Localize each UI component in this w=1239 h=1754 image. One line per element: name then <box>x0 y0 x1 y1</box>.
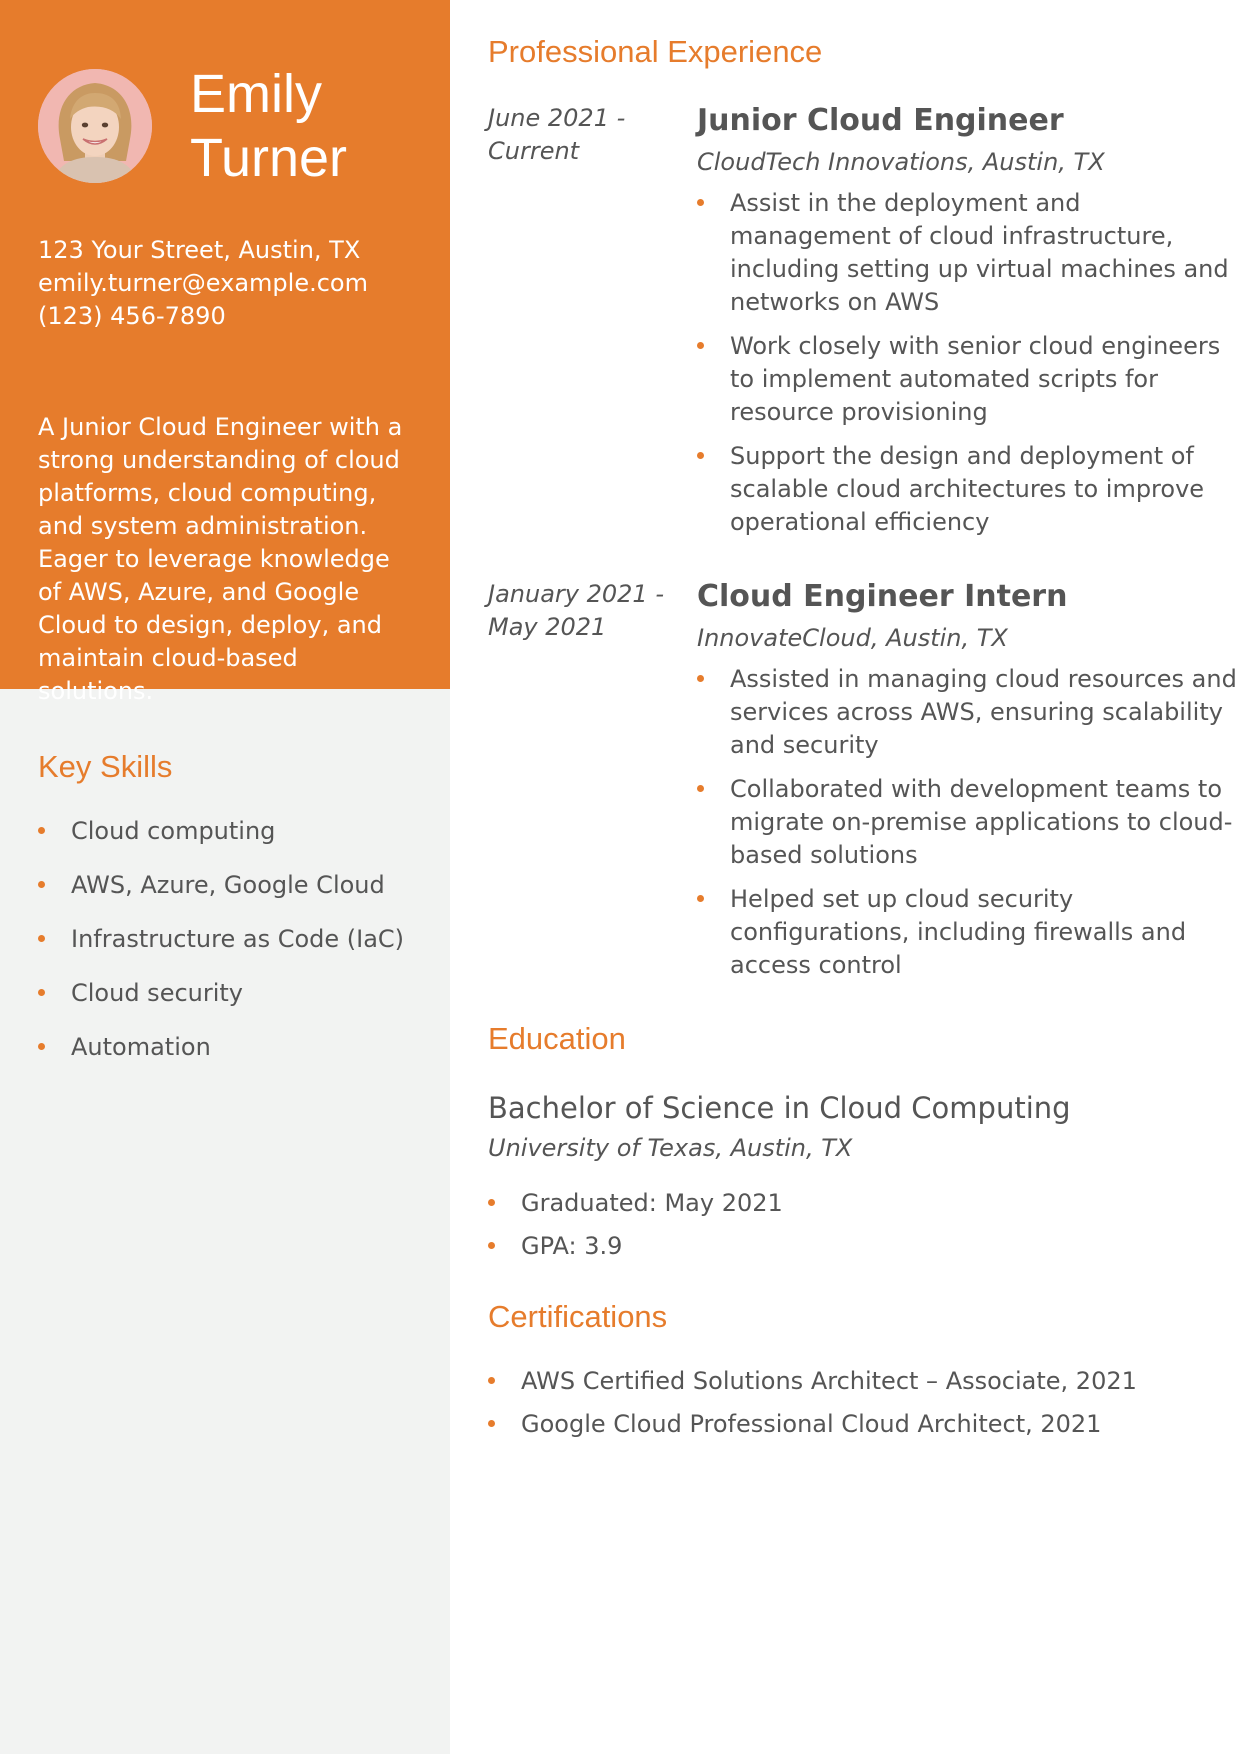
job-bullets <box>697 187 1239 539</box>
job-date <box>488 578 697 993</box>
list-item <box>697 663 1239 762</box>
list-item <box>488 1230 1239 1263</box>
job-title: Junior Cloud Engineer <box>697 103 1064 138</box>
list-item <box>697 187 1239 319</box>
certifications-list <box>488 1365 1239 1441</box>
bullet-text: Support the design and deployment of scalable cloud architectures to improve operational efficiency <box>730 442 1205 536</box>
list-item <box>697 440 1239 539</box>
list-item <box>38 1031 412 1064</box>
job-company: CloudTech Innovations, Austin, TX <box>697 148 1105 176</box>
bullet-text: Helped set up cloud security configurations, including firewalls and access control <box>730 885 1187 979</box>
school: University of Texas, Austin, TX <box>488 1134 853 1162</box>
avatar <box>38 69 152 183</box>
job-title: Cloud Engineer Intern <box>697 579 1068 614</box>
bullet-icon <box>38 989 45 996</box>
first-name: Emily <box>190 64 322 124</box>
sidebar-header <box>0 0 450 705</box>
job-bullets <box>697 663 1239 982</box>
job-date-end: May 2021 <box>488 613 607 641</box>
bullet-icon <box>38 827 45 834</box>
job-date-end: Current <box>488 137 580 165</box>
degree: Bachelor of Science in Cloud Computing <box>488 1091 1071 1125</box>
job-entry <box>488 102 1239 550</box>
list-item <box>38 815 412 848</box>
bullet-text: Assist in the deployment and management of cloud infrastructure, including setting up virtual machines and networks on AWS <box>730 189 1229 316</box>
bullet-text: Work closely with senior cloud engineers to implement automated scripts for resource provisioning <box>730 332 1221 426</box>
bullet-icon <box>697 675 704 682</box>
list-item <box>38 869 412 902</box>
skills-list <box>38 815 412 1064</box>
certifications-section <box>488 1299 1239 1441</box>
bullet-icon <box>697 785 704 792</box>
list-item <box>488 1187 1239 1220</box>
education-title: Education <box>488 1021 626 1056</box>
job-date <box>488 102 697 550</box>
bullet-icon <box>38 1043 45 1050</box>
skill-label: Cloud security <box>71 979 244 1007</box>
education-detail: Graduated: May 2021 <box>521 1189 783 1217</box>
bullet-icon <box>488 1199 495 1206</box>
skills-section <box>0 689 450 1064</box>
email: emily.turner@example.com <box>38 269 368 297</box>
bullet-icon <box>488 1377 495 1384</box>
experience-section <box>488 34 1239 993</box>
bullet-text: Collaborated with development teams to migrate on-premise applications to cloud-based solutions <box>730 775 1233 869</box>
skill-label: Cloud computing <box>71 817 276 845</box>
list-item <box>38 923 412 956</box>
job-date-start: January 2021 - <box>488 580 664 608</box>
bullet-icon <box>38 881 45 888</box>
certifications-title: Certifications <box>488 1299 668 1334</box>
identity-block <box>38 62 412 190</box>
bullet-icon <box>697 452 704 459</box>
job-date-start: June 2021 - <box>488 104 626 132</box>
list-item <box>697 330 1239 429</box>
bullet-icon <box>38 935 45 942</box>
list-item <box>488 1408 1239 1441</box>
list-item <box>697 773 1239 872</box>
job-entry <box>488 578 1239 993</box>
person-photo-icon <box>38 69 152 183</box>
phone: (123) 456-7890 <box>38 302 226 330</box>
profile-summary: A Junior Cloud Engineer with a strong understanding of cloud platforms, cloud computing, and system administration. Eager to leverage knowledge of AWS, Azure, and Google Cloud to design, deploy, and maintain cloud-based solutions. <box>38 413 403 705</box>
education-details <box>488 1187 1239 1263</box>
address: 123 Your Street, Austin, TX <box>38 236 361 264</box>
education-section <box>488 1021 1239 1263</box>
certification: AWS Certified Solutions Architect – Associate, 2021 <box>521 1367 1137 1395</box>
education-detail: GPA: 3.9 <box>521 1232 623 1260</box>
job-company: InnovateCloud, Austin, TX <box>697 624 1008 652</box>
experience-title: Professional Experience <box>488 34 823 69</box>
list-item <box>697 883 1239 982</box>
last-name: Turner <box>190 128 348 188</box>
skill-label: Infrastructure as Code (IaC) <box>71 925 405 953</box>
bullet-icon <box>697 199 704 206</box>
bullet-icon <box>697 342 704 349</box>
skill-label: Automation <box>71 1033 211 1061</box>
bullet-text: Assisted in managing cloud resources and services across AWS, ensuring scalability and security <box>730 665 1237 759</box>
skills-title: Key Skills <box>38 749 173 784</box>
job-details <box>697 102 1239 550</box>
certification: Google Cloud Professional Cloud Architect, 2021 <box>521 1410 1102 1438</box>
bullet-icon <box>488 1420 495 1427</box>
list-item <box>38 977 412 1010</box>
list-item <box>488 1365 1239 1398</box>
main-content <box>450 0 1239 1754</box>
skill-label: AWS, Azure, Google Cloud <box>71 871 385 899</box>
contact-info <box>38 234 412 333</box>
bullet-icon <box>488 1242 495 1249</box>
candidate-name <box>190 62 347 190</box>
bullet-icon <box>697 895 704 902</box>
job-details <box>697 578 1239 993</box>
sidebar <box>0 0 450 1754</box>
